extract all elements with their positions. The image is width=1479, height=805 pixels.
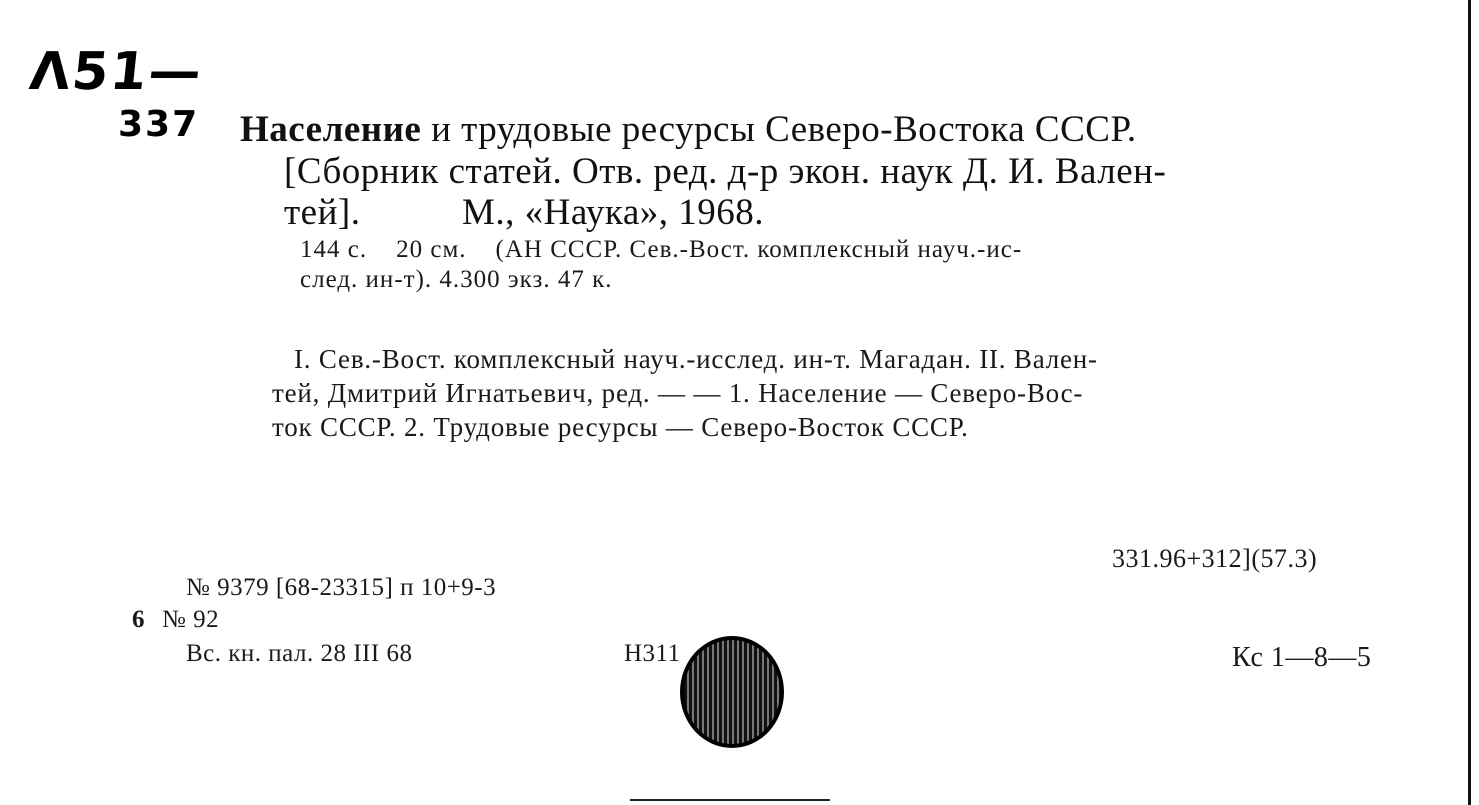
title-bold-word: Население [240, 109, 422, 150]
handwritten-call-number: Λ51— [26, 42, 206, 102]
tracing-line-3: ток СССР. 2. Трудовые ресурсы — Северо-Восток СССР. [272, 412, 969, 442]
tracing-line-2: тей, Дмитрий Игнатьевич, ред. — — 1. Население — Северо-Вос- [272, 378, 1084, 408]
collation-line-1: 144 с. 20 см. (АН СССР. Сев.-Вост. комплексный науч.-ис- [300, 236, 1023, 263]
registry-line: Вс. кн. пал. 28 III 68 [186, 640, 413, 667]
classification-index: 331.96+312](57.3) [1112, 544, 1318, 573]
copy-number: № 92 [162, 606, 220, 633]
title-line-3b: М., «Наука», 1968. [462, 192, 765, 233]
title-line-2: [Сборник статей. Отв. ред. д-р экон. наук Д. И. Вален- [284, 151, 1167, 192]
tracing-line-1: I. Сев.-Вост. комплексный науч.-исслед. ин-т. Магадан. II. Вален- [294, 344, 1098, 374]
punch-hole-stamp [680, 636, 784, 748]
handwritten-call-suffix: 337 [118, 104, 200, 145]
card-right-edge [1468, 0, 1471, 805]
order-line: № 9379 [68-23315] п 10+9-3 [186, 574, 497, 601]
card-bottom-edge [630, 799, 830, 801]
title-line-3a: тей]. [284, 192, 361, 233]
catalog-code: Кс 1—8—5 [1232, 642, 1372, 673]
title-line-1 [240, 108, 1137, 151]
collation-line-2: след. ин-т). 4.300 экз. 47 к. [300, 266, 613, 293]
title-line-1-rest: и трудовые ресурсы Северо-Востока СССР. [421, 109, 1137, 150]
mark-number: 6 [132, 606, 145, 633]
registry-code: Н311 [624, 640, 681, 667]
